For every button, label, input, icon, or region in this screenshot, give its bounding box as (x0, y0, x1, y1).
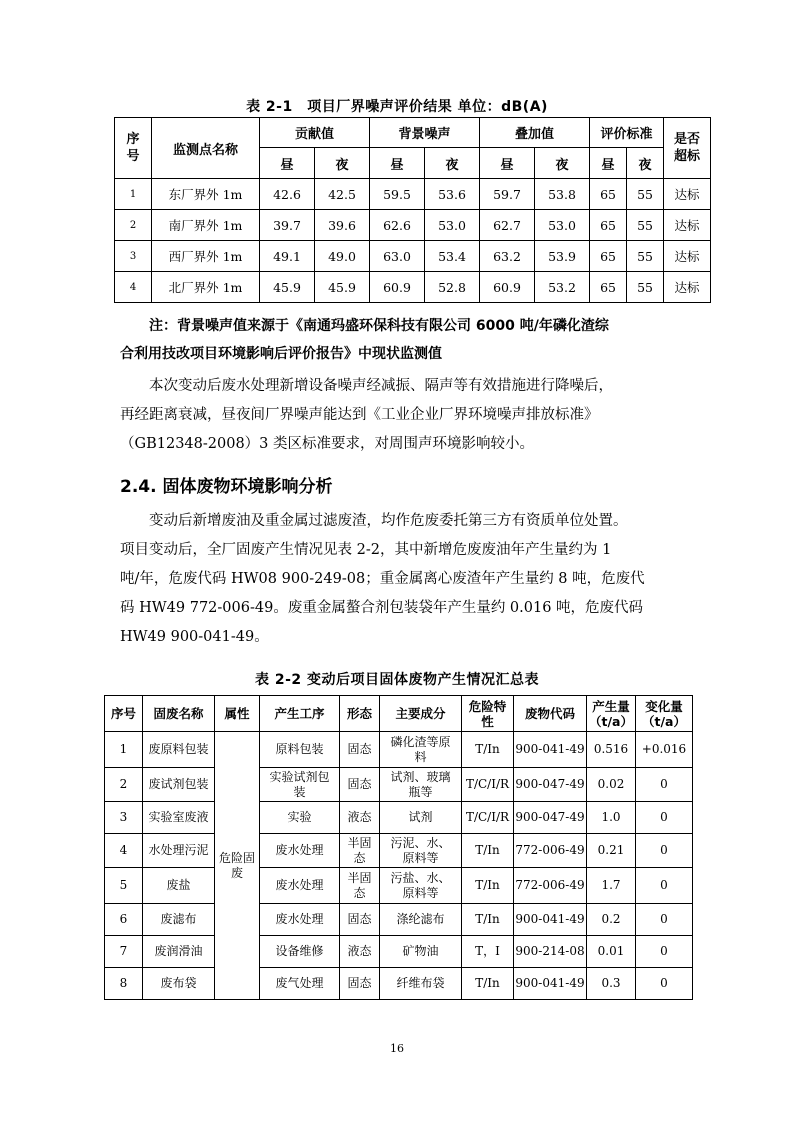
process: 废水处理 (260, 904, 340, 936)
form: 液态 (340, 802, 380, 834)
cell: 52.8 (425, 272, 480, 303)
header-attribute: 属性 (215, 696, 260, 732)
change: 0 (636, 904, 693, 936)
row-index: 8 (105, 968, 143, 1000)
waste-name: 废布袋 (143, 968, 215, 1000)
result-cell: 达标 (664, 179, 711, 210)
header-background: 背景噪声 (370, 118, 480, 148)
cell: 62.6 (370, 210, 425, 241)
waste-code: 900-047-49 (514, 802, 587, 834)
process: 实验 (260, 802, 340, 834)
result-cell: 达标 (664, 272, 711, 303)
header-compliance: 是否超标 (664, 118, 711, 179)
noise-conclusion-paragraph (120, 372, 668, 459)
output: 1.0 (587, 802, 636, 834)
waste-name: 废滤布 (143, 904, 215, 936)
change: 0 (636, 802, 693, 834)
header-day: 昼 (480, 148, 535, 179)
paragraph-line: 项目变动后，全厂固废产生情况见表 2-2，其中新增危废废油年产生量约为 1 (120, 542, 612, 558)
note-line: 合利用技改项目环境影响后评价报告》中现状监测值 (120, 346, 442, 362)
cell: 55 (627, 179, 664, 210)
output: 0.01 (587, 936, 636, 968)
row-index: 6 (105, 904, 143, 936)
table-row (115, 210, 711, 241)
point-name: 西厂界外 1m (152, 241, 260, 272)
cell: 53.9 (535, 241, 590, 272)
cell: 65 (590, 241, 627, 272)
row-index: 7 (105, 936, 143, 968)
row-index: 3 (105, 802, 143, 834)
cell: 49.0 (315, 241, 370, 272)
component: 污盐、水、原料等 (380, 868, 462, 904)
cell: 65 (590, 272, 627, 303)
component: 纤维布袋 (380, 968, 462, 1000)
header-night: 夜 (315, 148, 370, 179)
waste-name: 废盐 (143, 868, 215, 904)
row-index: 4 (115, 272, 152, 303)
cell: 42.5 (315, 179, 370, 210)
solid-waste-paragraph (120, 507, 668, 652)
row-index: 1 (105, 732, 143, 768)
form: 固态 (340, 768, 380, 802)
output: 1.7 (587, 868, 636, 904)
row-index: 5 (105, 868, 143, 904)
header-output: 产生量（t/a） (587, 696, 636, 732)
cell: 59.5 (370, 179, 425, 210)
cell: 42.6 (260, 179, 315, 210)
cell: 53.0 (425, 210, 480, 241)
table-row (105, 732, 693, 768)
change: 0 (636, 834, 693, 868)
table1-note (120, 312, 680, 368)
form: 半固态 (340, 834, 380, 868)
change: 0 (636, 968, 693, 1000)
paragraph-line: （GB12348-2008）3 类区标准要求，对周围声环境影响较小。 (120, 436, 534, 452)
header-component: 主要成分 (380, 696, 462, 732)
component: 矿物油 (380, 936, 462, 968)
waste-name: 水处理污泥 (143, 834, 215, 868)
table-row (105, 968, 693, 1000)
table1-caption: 表 2-1 项目厂界噪声评价结果 单位：dB(A) (246, 99, 548, 115)
page-number: 16 (390, 1042, 404, 1055)
waste-name: 废试剂包装 (143, 768, 215, 802)
table-row (115, 272, 711, 303)
header-change: 变化量（t/a） (636, 696, 693, 732)
paragraph-line: 变动后新增废油及重金属过滤废渣，均作危废委托第三方有资质单位处置。 (149, 513, 628, 529)
hazard: T/In (462, 904, 514, 936)
hazard: T/In (462, 834, 514, 868)
paragraph-line: 本次变动后废水处理新增设备噪声经减振、隔声等有效措施进行降噪后， (149, 378, 613, 394)
output: 0.02 (587, 768, 636, 802)
component: 试剂 (380, 802, 462, 834)
header-day: 昼 (590, 148, 627, 179)
header-superposition: 叠加值 (480, 118, 590, 148)
output: 0.516 (587, 732, 636, 768)
output: 0.21 (587, 834, 636, 868)
header-standard: 评价标准 (590, 118, 664, 148)
cell: 60.9 (480, 272, 535, 303)
cell: 39.6 (315, 210, 370, 241)
component: 磷化渣等原料 (380, 732, 462, 768)
header-process: 产生工序 (260, 696, 340, 732)
cell: 63.0 (370, 241, 425, 272)
header-day: 昼 (260, 148, 315, 179)
process: 废水处理 (260, 834, 340, 868)
hazard: T/In (462, 868, 514, 904)
header-seq: 序号 (115, 118, 152, 179)
form: 固态 (340, 732, 380, 768)
waste-code: 900-041-49 (514, 968, 587, 1000)
point-name: 北厂界外 1m (152, 272, 260, 303)
hazard: T/C/I/R (462, 802, 514, 834)
header-waste-code: 废物代码 (514, 696, 587, 732)
process: 废水处理 (260, 868, 340, 904)
hazard: T/C/I/R (462, 768, 514, 802)
change: +0.016 (636, 732, 693, 768)
table-row (105, 936, 693, 968)
table-row (105, 904, 693, 936)
change: 0 (636, 936, 693, 968)
row-index: 4 (105, 834, 143, 868)
form: 固态 (340, 904, 380, 936)
cell: 49.1 (260, 241, 315, 272)
process: 设备维修 (260, 936, 340, 968)
row-index: 3 (115, 241, 152, 272)
form: 半固态 (340, 868, 380, 904)
process: 原料包装 (260, 732, 340, 768)
cell: 53.0 (535, 210, 590, 241)
note-line: 注：背景噪声值来源于《南通玛盛环保科技有限公司 6000 吨/年磷化渣综 (149, 318, 609, 334)
component: 涤纶滤布 (380, 904, 462, 936)
section-title: 2.4. 固体废物环境影响分析 (120, 477, 333, 497)
cell: 55 (627, 272, 664, 303)
point-name: 东厂界外 1m (152, 179, 260, 210)
paragraph-line: 吨/年，危废代码 HW08 900-249-08；重金属离心废渣年产生量约 8 吨，危废代 (120, 571, 645, 587)
cell: 55 (627, 210, 664, 241)
header-waste-name: 固废名称 (143, 696, 215, 732)
cell: 45.9 (315, 272, 370, 303)
cell: 65 (590, 210, 627, 241)
component: 试剂、玻璃瓶等 (380, 768, 462, 802)
cell: 59.7 (480, 179, 535, 210)
cell: 39.7 (260, 210, 315, 241)
change: 0 (636, 768, 693, 802)
paragraph-line: HW49 900-041-49。 (120, 629, 269, 645)
header-day: 昼 (370, 148, 425, 179)
hazard: T/In (462, 732, 514, 768)
waste-code: 900-041-49 (514, 904, 587, 936)
cell: 45.9 (260, 272, 315, 303)
cell: 65 (590, 179, 627, 210)
table-row (115, 179, 711, 210)
cell: 53.6 (425, 179, 480, 210)
table-row (115, 241, 711, 272)
hazard: T/In (462, 968, 514, 1000)
waste-code: 772-006-49 (514, 834, 587, 868)
waste-code: 900-041-49 (514, 732, 587, 768)
output: 0.2 (587, 904, 636, 936)
point-name: 南厂界外 1m (152, 210, 260, 241)
form: 液态 (340, 936, 380, 968)
attribute-cell: 危险固废 (215, 732, 260, 1000)
header-seq: 序号 (105, 696, 143, 732)
process: 实验试剂包装 (260, 768, 340, 802)
form: 固态 (340, 968, 380, 1000)
header-night: 夜 (535, 148, 590, 179)
cell: 53.4 (425, 241, 480, 272)
row-index: 1 (115, 179, 152, 210)
output: 0.3 (587, 968, 636, 1000)
table-row (105, 802, 693, 834)
solid-waste-table (104, 695, 693, 1000)
header-point-name: 监测点名称 (152, 118, 260, 179)
waste-name: 实验室废液 (143, 802, 215, 834)
result-cell: 达标 (664, 241, 711, 272)
cell: 60.9 (370, 272, 425, 303)
table-row (105, 768, 693, 802)
header-night: 夜 (627, 148, 664, 179)
waste-name: 废原料包装 (143, 732, 215, 768)
paragraph-line: 码 HW49 772-006-49。废重金属螯合剂包装袋年产生量约 0.016 吨，危废代码 (120, 600, 644, 616)
process: 废气处理 (260, 968, 340, 1000)
waste-name: 废润滑油 (143, 936, 215, 968)
cell: 53.8 (535, 179, 590, 210)
cell: 62.7 (480, 210, 535, 241)
row-index: 2 (105, 768, 143, 802)
hazard: T，I (462, 936, 514, 968)
table-row (105, 868, 693, 904)
table-row (105, 834, 693, 868)
noise-evaluation-table (114, 117, 711, 303)
header-hazard: 危险特性 (462, 696, 514, 732)
waste-code: 772-006-49 (514, 868, 587, 904)
header-contribution: 贡献值 (260, 118, 370, 148)
change: 0 (636, 868, 693, 904)
component: 污泥、水、原料等 (380, 834, 462, 868)
table2-caption: 表 2-2 变动后项目固体废物产生情况汇总表 (254, 672, 540, 688)
result-cell: 达标 (664, 210, 711, 241)
header-night: 夜 (425, 148, 480, 179)
cell: 63.2 (480, 241, 535, 272)
cell: 55 (627, 241, 664, 272)
waste-code: 900-214-08 (514, 936, 587, 968)
row-index: 2 (115, 210, 152, 241)
header-form: 形态 (340, 696, 380, 732)
cell: 53.2 (535, 272, 590, 303)
waste-code: 900-047-49 (514, 768, 587, 802)
paragraph-line: 再经距离衰减，昼夜间厂界噪声能达到《工业企业厂界环境噪声排放标准》 (120, 407, 599, 423)
